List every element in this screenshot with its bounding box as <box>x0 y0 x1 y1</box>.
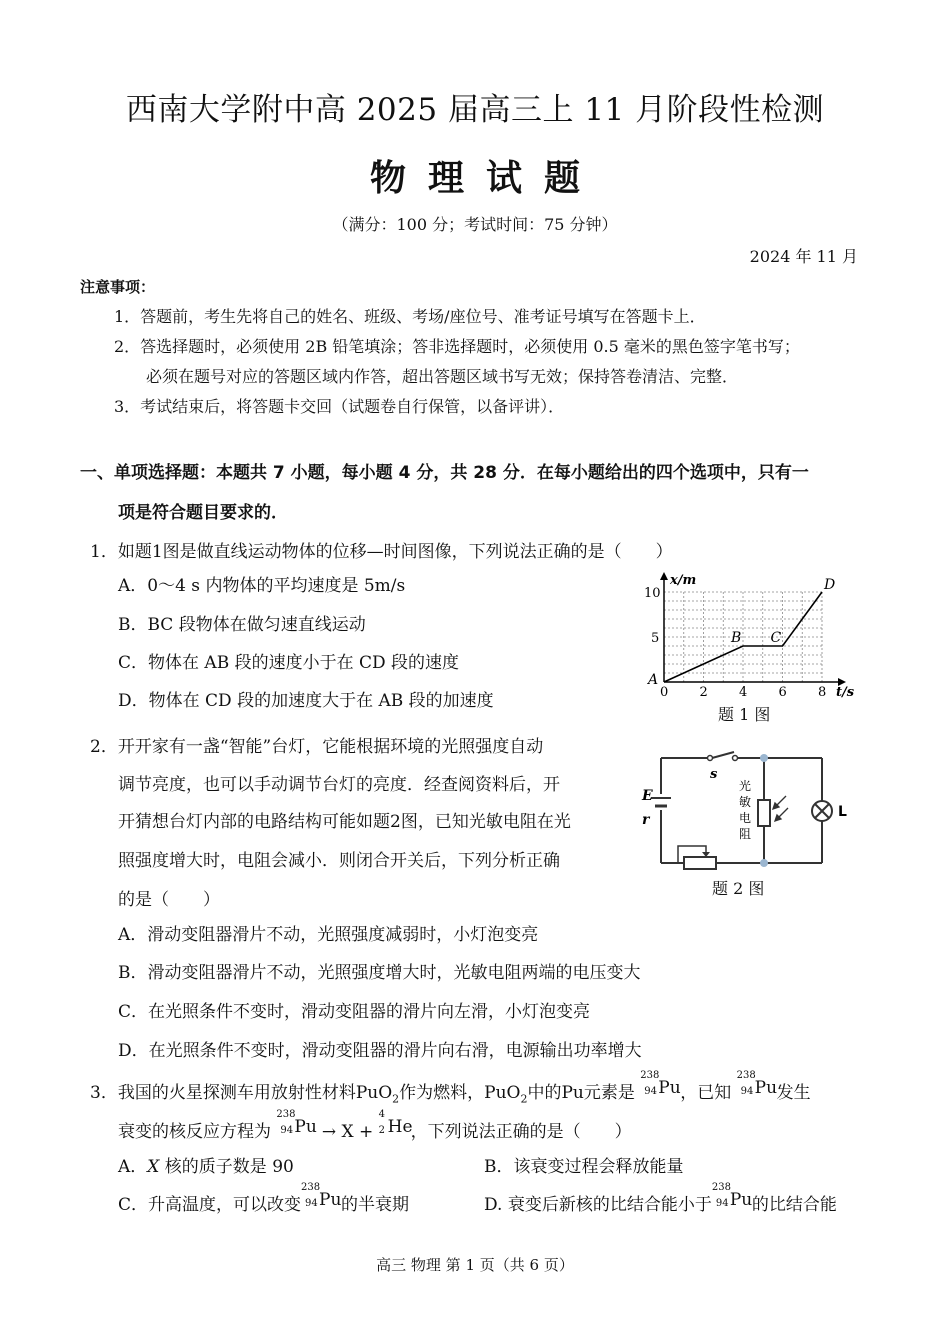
section-heading-cont: 项是符合题目要求的． <box>118 503 288 523</box>
rheostat <box>684 857 716 869</box>
exam-meta: （满分：100 分；考试时间：75 分钟） <box>332 215 618 234</box>
section-heading: 一、单项选择题：本题共 7 小题，每小题 4 分，共 28 分．在每小题给出的四个选项中，只有一 <box>80 463 809 483</box>
x-tick-label: 2 <box>699 685 708 700</box>
switch-label: s <box>710 767 718 782</box>
pu-nuclide: 238 94 Pu <box>301 1182 342 1210</box>
q2-stem-line: 2．开开家有一盏“智能”台灯，它能根据环境的光照强度自动 <box>90 737 544 757</box>
internal-resistance-label: r <box>642 812 650 828</box>
q3-option-c: C．升高温度，可以改变 238 94 Pu 的半衰期 <box>118 1182 410 1215</box>
page-footer: 高三 物理 第 1 页（共 6 页） <box>376 1256 574 1274</box>
q2-stem-line: 照强度增大时，电阻会减小．则闭合开关后，下列分析正确 <box>118 851 560 871</box>
y-axis-label: x/m <box>670 573 697 588</box>
junction-node <box>760 859 768 867</box>
notice-item: 必须在题号对应的答题区域内作答，超出答题区域书写无效；保持答卷清洁、完整． <box>146 367 739 386</box>
y-tick-label: 5 <box>651 631 660 646</box>
point-label: B <box>731 630 742 646</box>
pu-nuclide: 238 94 Pu <box>736 1070 778 1098</box>
q2-stem-line: 调节亮度，也可以手动调节台灯的亮度．经查阅资料后，开 <box>118 775 560 795</box>
pu-nuclide: 238 94 Pu <box>711 1182 753 1210</box>
point-label: D <box>824 577 836 593</box>
x-tick-label: 0 <box>660 685 669 700</box>
emf-label: E <box>642 788 653 804</box>
exam-date: 2024 年 11 月 <box>749 247 858 266</box>
notice-item: 3．考试结束后，将答题卡交回（试题卷自行保管，以备评讲）． <box>114 397 565 416</box>
q2-circuit-diagram <box>636 748 866 878</box>
x-tick-label: 6 <box>778 685 787 700</box>
ldr-label-char: 阻 <box>739 827 752 841</box>
q2-option-d: D．在光照条件不变时，滑动变阻器的滑片向右滑，电源输出功率增大 <box>118 1041 642 1061</box>
q2-option-c: C．在光照条件不变时，滑动变阻器的滑片向左滑，小灯泡变亮 <box>118 1002 591 1022</box>
point-label: C <box>770 630 782 646</box>
junction-node <box>760 754 768 762</box>
y-axis-arrow <box>660 572 668 580</box>
q1-stem: 1．如题1图是做直线运动物体的位移—时间图像，下列说法正确的是（ ） <box>90 542 673 562</box>
x-axis-label: t/s <box>836 685 855 700</box>
q1-option-a: A．0～4 s 内物体的平均速度是 5m/s <box>118 576 406 596</box>
ldr-label-char: 电 <box>739 811 752 825</box>
point-label: A <box>648 672 659 688</box>
he-nuclide: 4 2 He <box>378 1109 413 1137</box>
q2-stem-line: 的是（ ） <box>118 890 220 910</box>
pu-nuclide: 238 94 Pu <box>640 1070 681 1098</box>
q3-stem-line1: 3．我国的火星探测车用放射性材料PuO$_2$作为燃料，PuO$_2$中的Pu元素是 238 94 Pu ，已知 238 94 Pu 发生 <box>90 1070 811 1106</box>
notice-heading: 注意事项： <box>80 278 156 296</box>
y-tick-label: 10 <box>644 586 661 601</box>
notice-item: 2．答选择题时，必须使用 2B 铅笔填涂；答非选择题时，必须使用 0.5 毫米的黑色签字笔书写； <box>114 337 800 356</box>
q2-caption: 题 2 图 <box>712 879 765 898</box>
q1-option-b: B．BC 段物体在做匀速直线运动 <box>118 615 366 635</box>
q1-option-d: D．物体在 CD 段的加速度大于在 AB 段的加速度 <box>118 691 494 711</box>
ldr-label-char: 敏 <box>739 795 752 809</box>
q3-stem-line2: 衰变的核反应方程为 238 94 Pu → X + 4 2 He ，下列说法正确的是（ ） <box>118 1109 632 1142</box>
x-tick-label: 4 <box>739 685 748 700</box>
switch-blade <box>712 752 734 758</box>
q1-xt-chart <box>640 570 860 706</box>
pu-nuclide: 238 94 Pu <box>276 1109 317 1137</box>
q2-option-b: B．滑动变阻器滑片不动，光照强度增大时，光敏电阻两端的电压变大 <box>118 963 641 983</box>
lamp-label: L <box>838 804 847 820</box>
q1-option-c: C．物体在 AB 段的速度小于在 CD 段的速度 <box>118 653 460 673</box>
subject-title: 物理试题 <box>369 157 602 199</box>
q2-stem-line: 开猜想台灯内部的电路结构可能如题2图，已知光敏电阻在光 <box>118 812 571 832</box>
photoresistor <box>758 800 770 826</box>
q2-option-a: A．滑动变阻器滑片不动，光照强度减弱时，小灯泡变亮 <box>118 925 539 945</box>
x-tick-label: 8 <box>818 685 827 700</box>
q3-option-a: A．X 核的质子数是 90 <box>118 1157 294 1177</box>
q3-option-b: B．该衰变过程会释放能量 <box>484 1157 684 1177</box>
q1-caption: 题 1 图 <box>718 705 771 724</box>
exam-title: 西南大学附中高 2025 届高三上 11 月阶段性检测 <box>125 92 825 128</box>
q3-option-d: D. 衰变后新核的比结合能小于 238 94 Pu 的比结合能 <box>484 1182 837 1215</box>
ldr-label-char: 光 <box>739 779 752 793</box>
notice-item: 1．答题前，考生先将自己的姓名、班级、考场/座位号、准考证号填写在答题卡上． <box>114 307 706 326</box>
